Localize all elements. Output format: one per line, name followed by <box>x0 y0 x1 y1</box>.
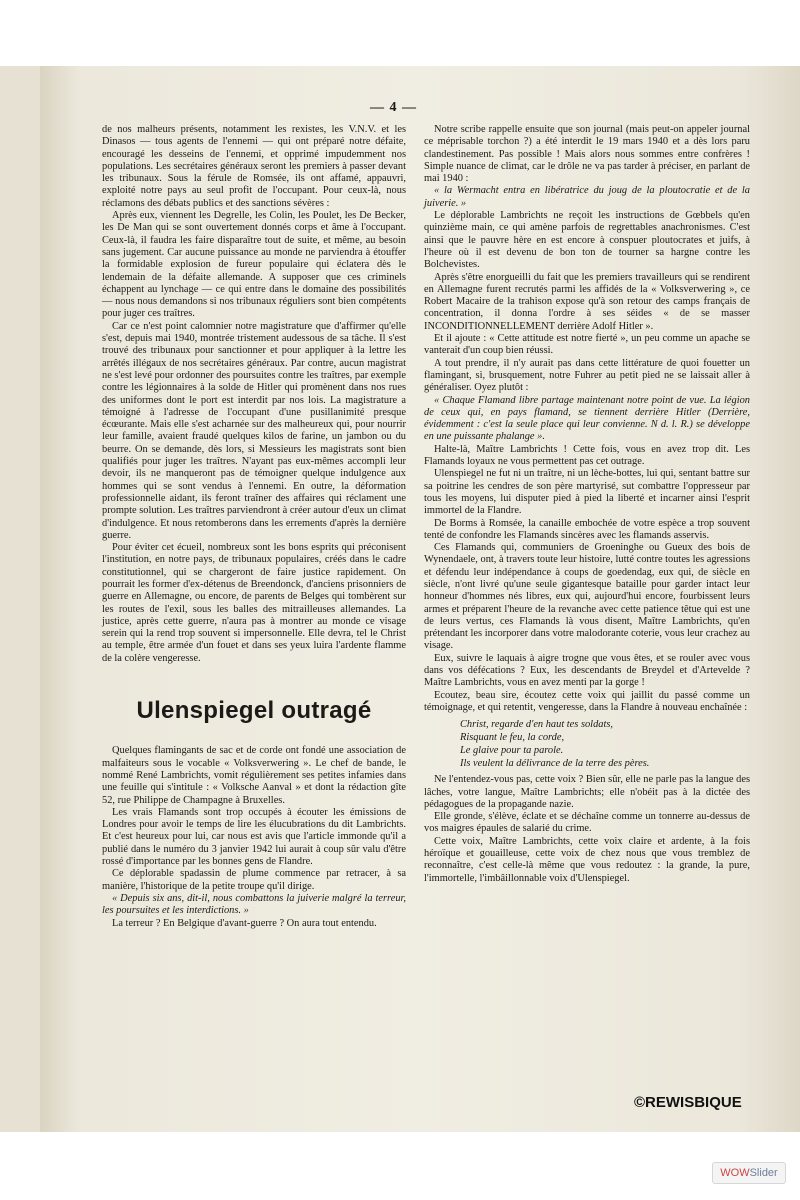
paragraph: Les vrais Flamands sont trop occupés à écouter les émissions de Londres pour avoir le temps de lire les élucubrations du dit Lambrichts. Et c'est heureux pour lui, car nous est avis que l'article immonde qu'il a publié dans le numéro du 3 janvier 1942 lui aurait à coup sûr valu d'être rossé d'importance par les bonnes gens de Flandre. <box>102 806 406 868</box>
paragraph: Le déplorable Lambrichts ne reçoit les instructions de Gœbbels qu'en quinzième main, ce qui amène parfois de regrettables anachronismes. C'est ainsi que le pauvre hère en est encore à conspuer ploutocrates et juifs, à l'heure où il est devenu de bon ton de tourner sa hargne contre les Bolchevistes. <box>424 210 750 271</box>
paragraph: Et il ajoute : « Cette attitude est notre fierté », un peu comme un apache se vanterait d'un coup bien réussi. <box>424 333 750 357</box>
paragraph: Ne l'entendez-vous pas, cette voix ? Bien sûr, elle ne parle pas la langue des lâches, votre langue, Maître Lambrichts; elle n'obéit pas à la dictée des pédagogues de la propagande nazie. <box>424 774 750 810</box>
paragraph: Quelques flamingants de sac et de corde ont fondé une association de malfaiteurs sous le vocable « Volksverwering ». Le chef de bande, le nommé René Lambrichts, vomit régulièrement ses petites infamies dans une feuille qui s'intitule : « Volksche Aanval » et dont la rédaction gîte 52, rue Philippe de Champagne à Bruxelles. <box>102 745 406 806</box>
paragraph: A tout prendre, il n'y aurait pas dans cette littérature de quoi fouetter un flamingant, si, brusquement, notre Fuhrer au petit pied ne se laissait aller à généraliser. Oyez plutôt : <box>424 357 750 394</box>
page-number: — 4 — <box>370 100 417 115</box>
left-column <box>102 124 406 930</box>
paragraph: Notre scribe rappelle ensuite que son journal (mais peut-on appeler journal ce méprisable torchon ?) a été interdit le 19 mars 1940 et a dès lors paru clandestinement. Pas possible ! Mais alors nous sommes entre confrères ! Simple nuance de climat, car le drôle ne va pas tarder à préciser, en parlant de mai 1940 : <box>424 124 750 185</box>
paragraph: de nos malheurs présents, notamment les rexistes, les V.N.V. et les Dinasos — tous agents de l'ennemi — qui ont préparé notre défaite, encouragé les desseins de l'ennemi, et opprimé impudemment nos populations. Les secrétaires généraux seront les premiers à passer devant les tribunaux. Sous la férule de Romsée, ils ont affamé, appauvri, exploité notre pays au seul profit de l'occupant. Pour ceux-là, nous réclamons des débats publics et des sanctions sévères : <box>102 124 406 209</box>
badge-part-1: WOW <box>720 1167 750 1179</box>
newspaper-page <box>40 66 800 1132</box>
paragraph: Cette voix, Maître Lambrichts, cette voix claire et ardente, à la fois héroïque et gouailleuse, cette voix de chez nous que vous tremblez de reconnaître, c'est celle-là même que vous redoutez : la grande, la pure, l'immortelle, l'imbâillonnable voix d'Ulenspiegel. <box>424 835 750 884</box>
paragraph: Ces Flamands qui, communiers de Groeninghe ou Gueux des bois de Wynendaele, ont, à travers toute leur histoire, lutté contre toutes les agressions et défendu leur indépendance à coups de goedendag, eux qui, de siècle en siècle, n'ont livré qu'une seule gigantesque bataille pour garder intact leur honneur d'hommes nés libres, eux qui, aujourd'hui encore, fourbissent leurs armes et préparent l'heure de la revanche avec cette patience têtue qui est une de leurs vertus, ces Flamands là vous disent, Maître Lambrichts, qu'en prétendant les incorporer dans votre malodorante coterie, vous leur crachez au visage. <box>424 542 751 652</box>
right-column <box>424 124 750 885</box>
poem-line: Ils veulent la délivrance de la terre des pères. <box>460 758 650 770</box>
poem-line: Christ, regarde d'en haut tes soldats, <box>460 719 613 731</box>
paragraph: Halte-là, Maître Lambrichts ! Cette fois, vous en avez trop dit. Les Flamands loyaux ne vous permettent pas cet outrage. <box>424 443 750 468</box>
paragraph: Pour éviter cet écueil, nombreux sont les bons esprits qui préconisent l'institution, en notre pays, de tribunaux populaires, créés dans le cadre constitutionnel, qui se chargeront de faire justice rapidement. On pourrait les former d'ex-détenus de Breendonck, d'anciens prisonniers de guerre en Allemagne, ou encore, de parents de Belges qui tombèrent sur les routes de l'exil, sous les balles des mitrailleuses allemandes. La justice, après cette guerre, n'aura pas à montrer au monde ce visage serein qui la rend trop souvent si impersonnelle. Elle devra, tel le Christ au temple, être armée d'un fouet et dans ses yeux luira l'ardente flamme de la colère vengeresse. <box>102 542 406 664</box>
article-headline: Ulenspiegel outragé <box>136 697 372 725</box>
quote: « Depuis six ans, dit-il, nous combattons la juiverie malgré la terreur, les poursuites et les interdictions. » <box>102 892 406 917</box>
wowslider-badge[interactable] <box>712 1162 786 1184</box>
paragraph: Ce déplorable spadassin de plume commence par retracer, à sa manière, l'historique de la petite troupe qu'il dirige. <box>102 868 406 892</box>
badge-part-2: Slider <box>749 1167 778 1179</box>
paragraph: Eux, suivre le laquais à aigre trogne que vous êtes, et se rouler avec vous dans vos défécations ? Eux, les descendants de Breydel et d'Artevelde ? Maître Lambrichts, vous en avez menti par la gorge ! <box>424 652 750 689</box>
paragraph: Après s'être enorgueilli du fait que les premiers travailleurs qui se rendirent en Allemagne furent recrutés parmi les affidés de la « Volksverwering », ce Robert Macaire de la trahison expose qu'à son retour des camps français de concentration, il donna l'ordre à ses séides « de se masser INCONDITIONNELLEMENT derrière Adolf Hitler ». <box>424 271 750 332</box>
quote: « la Wermacht entra en libératrice du joug de la ploutocratie et de la juiverie. » <box>424 185 750 209</box>
paragraph: Ecoutez, beau sire, écoutez cette voix qui jaillit du passé comme un témoignage, et qui retentit, vengeresse, dans la Flandre à nouveau enchaînée : <box>424 689 750 713</box>
paragraph: Car ce n'est point calomnier notre magistrature que d'affirmer qu'elle s'est, depuis mai 1940, montrée tristement audessous de sa tâche. Il s'est trouvé des tribunaux pour sanctionner et pour appliquer à la lettre les arrêtés illégaux de nos secrétaires généraux. Par contre, aucun magistrat ne s'est levé pour ordonner des poursuites contre les traîtres, par exemple contre les légionnaires à la solde de Hitler qui promènent dans nos rues des uniformes dont le port est interdit par nos lois. La magistrature a témoigné à l'adresse de l'occupant d'une pusillanimité presque écœurante. Mais elle s'est acharnée sur des malheureux qui, pour nourrir leur famille, avaient fraudé quelques kilos de farine, un jambon ou du beurre. On se demande, dès lors, si Messieurs les magistrats sont bien qualifiés pour juger les traîtres. N'ayant pas eux-mêmes accompli leur devoir, ils ne manqueront pas de témoigner quelque indulgence aux hommes qui se sont vendus à l'ennemi. En outre, la déformation professionnelle aidant, ils feront traîner des affaires qui réclament une prompte solution. Les traîtres parviendront à créer autour d'eux un climat d'indulgence. Et nous retomberons dans les errements d'après la dernière guerre. <box>102 320 406 541</box>
paragraph: Elle gronde, s'élève, éclate et se déchaîne comme un tonnerre au-dessus de vos maigres épaules de salarié du crime. <box>424 811 750 835</box>
poem-line: Le glaive pour ta parole. <box>460 745 564 757</box>
poem <box>460 718 750 770</box>
paragraph: Après eux, viennent les Degrelle, les Colin, les Poulet, les De Becker, les De Man qui se sont ouvertement donnés corps et âme à l'occupant. Ceux-là, il faudra les faire disparaître tout de suite, et même, au besoin sans jugement. Car aucune puissance au monde ne parviendra à étouffer la formidable explosion de fureur populaire qui éclatera dès le lendemain de la défaite allemande. A supposer que ces criminels échappent au lynchage — ce qui entre dans le domaine des possibilités — nous nous demandons si nos tribunaux réguliers sont bien compétents pour juger ces traîtres. <box>102 210 406 320</box>
paragraph: La terreur ? En Belgique d'avant-guerre ? On aura tout entendu. <box>112 917 377 929</box>
paragraph: Ulenspiegel ne fut ni un traître, ni un lèche-bottes, lui qui, sentant battre sur sa poitrine les cendres de son père martyrisé, sut combattre l'oppresseur par tous les moyens, lui disputer pied à pied la liberté et incarner ainsi l'esprit immortel de la Flandre. <box>424 468 750 517</box>
poem-line: Risquant le feu, la corde, <box>460 732 565 744</box>
quote: « Chaque Flamand libre partage maintenant notre point de vue. La légion de ceux qui, en pays flamand, se tiennent derrière Hitler (Derrière, évidemment : c'est la seule place qui leur convienne. N d. l. R.) se développe en une puissante phalange ». <box>424 394 750 443</box>
paragraph: De Borms à Romsée, la canaille embochée de votre espèce a trop souvent tenté de confondre les Flamands sincères avec les flamands asservis. <box>424 517 750 541</box>
scanned-document <box>0 66 800 1132</box>
copyright-watermark: ©REWISBIQUE <box>634 1094 742 1111</box>
